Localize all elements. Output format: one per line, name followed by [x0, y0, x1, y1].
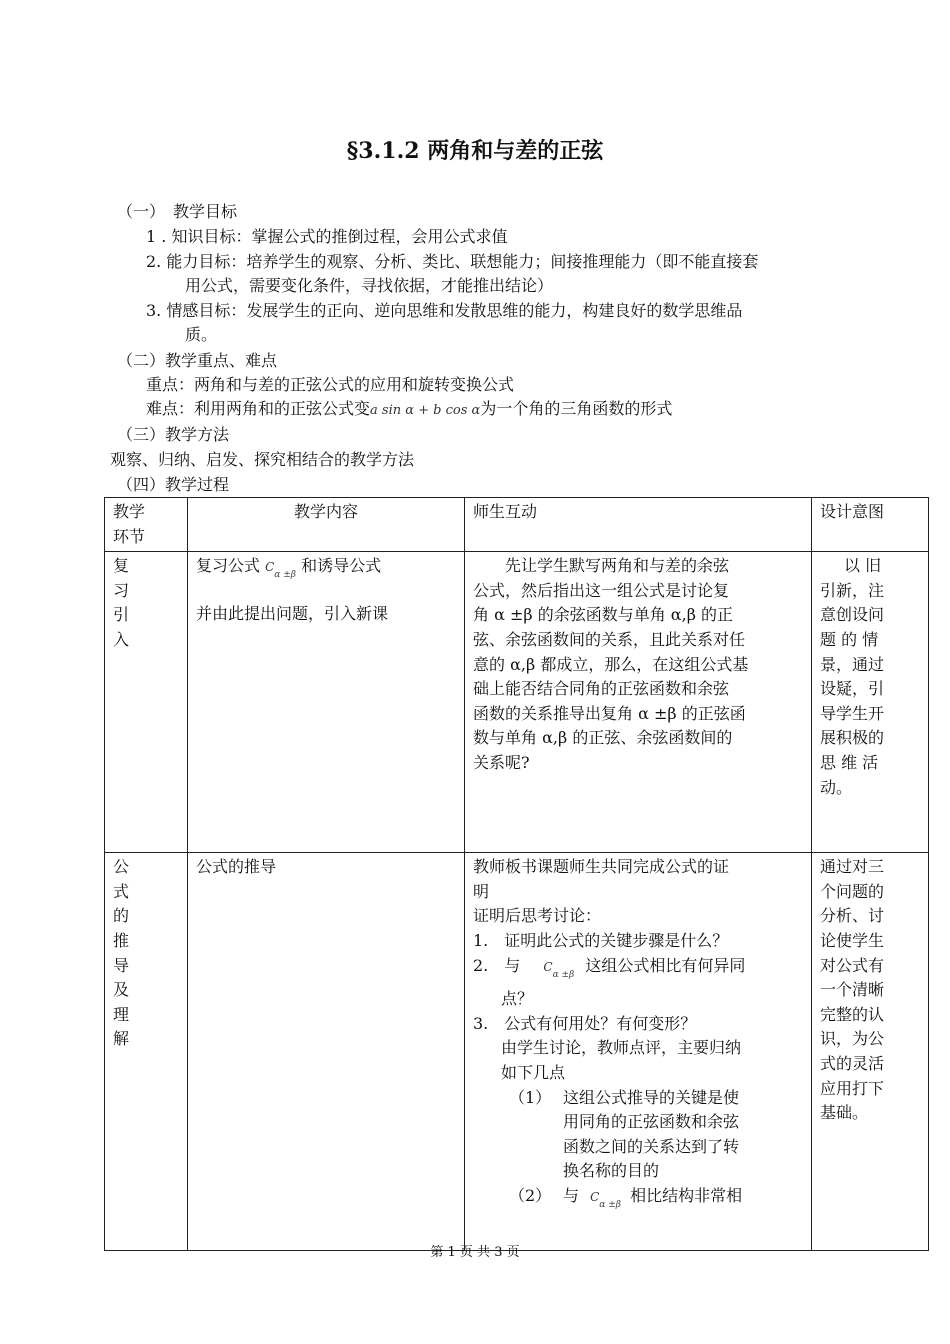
interaction-line: 教师板书课题师生共同完成公式的证 — [473, 857, 730, 877]
intent-line: 通过对三 — [820, 857, 885, 877]
method-text: 观察、归纳、启发、探究相结合的教学方法 — [110, 450, 415, 469]
intent-line: 基础。 — [820, 1103, 869, 1123]
interaction-line: 意的 α,β 都成立，那么，在这组公式基 — [473, 654, 749, 674]
table-row-derivation — [105, 853, 929, 1251]
goal-knowledge: 1 . 知识目标：掌握公式的推倒过程，会用公式求值 — [146, 227, 508, 246]
formula-subscript: α ±β — [274, 570, 296, 581]
intent-line: 思 维 活 — [820, 752, 879, 772]
summary-line: 由学生讨论，教师点评，主要归纳 — [501, 1038, 742, 1058]
formula-subscript: α ±β — [552, 969, 575, 980]
stage-char: 引 — [113, 605, 130, 625]
page-footer: 第 1 页 共 3 页 — [430, 1245, 520, 1260]
intent-line: 以 旧 — [844, 556, 882, 576]
keypoints-heading: （二）教学重点、难点 — [117, 351, 278, 370]
difficulty-text — [146, 397, 672, 423]
difficulty-prefix: 难点：利用两角和的正弦公式变 — [146, 399, 371, 418]
interaction-line: 础上能否结合同角的正弦函数和余弦 — [473, 679, 730, 699]
point-line: 用同角的正弦函数和余弦 — [563, 1112, 740, 1132]
intent-line: 一个清晰 — [820, 980, 885, 1000]
header-stage-line2: 环节 — [113, 526, 146, 546]
interaction-review — [465, 552, 812, 853]
interaction-line: 明 — [473, 881, 490, 901]
content-derivation: 公式的推导 — [188, 853, 465, 1251]
stage-derivation — [105, 853, 188, 1251]
intent-line: 引新，注 — [820, 580, 885, 600]
difficulty-formula: a sin α + b cos α — [370, 403, 481, 418]
goal-ability-line2: 用公式，需要变化条件，寻找依据，才能推出结论） — [185, 276, 554, 295]
point-2-label: （2） — [509, 1185, 552, 1205]
point-2-suffix: 相比结构非常相 — [630, 1185, 743, 1205]
stage-char: 解 — [113, 1029, 130, 1049]
stage-char: 的 — [113, 906, 130, 926]
question-2-suffix: 这组公式相比有何异同 — [585, 955, 746, 975]
process-heading: （四）教学过程 — [117, 475, 230, 494]
formula-subscript: α ±β — [599, 1199, 621, 1210]
point-line: 换名称的目的 — [563, 1161, 660, 1181]
intent-line: 导学生开 — [820, 703, 885, 723]
intent-line: 分析、讨 — [820, 906, 885, 926]
content-review-line2: 并由此提出问题，引入新课 — [196, 603, 389, 623]
intent-line: 完整的认 — [820, 1004, 885, 1024]
formula-symbol: C — [590, 1189, 600, 1204]
method-heading: （三）教学方法 — [117, 425, 230, 444]
stage-char: 习 — [113, 580, 130, 600]
stage-char: 推 — [113, 930, 130, 950]
intent-line: 题 的 情 — [820, 629, 879, 649]
interaction-line: 证明后思考讨论： — [473, 906, 602, 926]
stage-char: 式 — [113, 881, 130, 901]
intent-review — [812, 552, 929, 853]
intent-derivation — [812, 853, 929, 1251]
header-content: 教学内容 — [188, 498, 465, 552]
formula-symbol: C — [543, 959, 553, 974]
intent-line: 应用打下 — [820, 1078, 885, 1098]
content-review-line1 — [196, 554, 456, 588]
intent-line: 意创设问 — [820, 605, 885, 625]
stage-char: 公 — [113, 857, 130, 877]
point-line: 这组公式推导的关键是使 — [563, 1087, 740, 1107]
point-line: 函数之间的关系达到了转 — [563, 1136, 740, 1156]
interaction-derivation — [465, 853, 812, 1251]
intent-line: 设疑，引 — [820, 679, 885, 699]
interaction-line: 数与单角 α,β 的正弦、余弦函数间的 — [473, 728, 733, 748]
intent-line: 论使学生 — [820, 930, 885, 950]
header-stage-line1: 教学 — [113, 502, 146, 521]
summary-line: 如下几点 — [501, 1062, 566, 1082]
point-2-text — [563, 1184, 742, 1218]
stage-char: 导 — [113, 955, 130, 975]
content-review — [188, 552, 465, 853]
interaction-line: 公式，然后指出这一组公式是讨论复 — [473, 580, 730, 600]
intent-line: 对公式有 — [820, 955, 885, 975]
intent-line: 景，通过 — [820, 654, 885, 674]
intent-line: 识，为公 — [820, 1029, 885, 1049]
header-interaction: 师生互动 — [465, 498, 812, 552]
question-2-line2: 点？ — [501, 989, 534, 1009]
goal-emotion-line2: 质。 — [185, 325, 218, 344]
stage-char: 复 — [113, 556, 130, 576]
stage-review — [105, 552, 188, 853]
table-header-row — [105, 498, 929, 552]
goals-heading: （一） 教学目标 — [117, 202, 238, 221]
question-3: 3. 公式有何用处？有何变形？ — [473, 1013, 697, 1033]
focus-text: 重点：两角和与差的正弦公式的应用和旋转变换公式 — [146, 375, 515, 394]
question-2-prefix: 2. 与 — [473, 955, 521, 975]
intent-line: 式的灵活 — [820, 1053, 885, 1073]
content-text: 和诱导公式 — [301, 556, 382, 576]
goal-emotion-line1: 3. 情感目标：发展学生的正向、逆向思维和发散思维的能力，构建良好的数学思维品 — [146, 301, 743, 320]
header-stage — [105, 498, 188, 552]
intent-line: 动。 — [820, 777, 853, 797]
intent-line: 展积极的 — [820, 728, 885, 748]
content-text: 复习公式 — [196, 556, 261, 576]
point-2-prefix: 与 — [563, 1185, 580, 1205]
point-1 — [473, 1086, 803, 1184]
interaction-line: 函数的关系推导出复角 α ±β 的正弦函 — [473, 703, 746, 723]
goal-ability-line1: 2. 能力目标：培养学生的观察、分析、类比、联想能力；间接推理能力（即不能直接套 — [146, 252, 759, 271]
question-1: 1. 证明此公式的关键步骤是什么？ — [473, 930, 729, 950]
difficulty-suffix: 为一个角的三角函数的形式 — [480, 399, 673, 418]
question-2 — [473, 954, 803, 988]
document-title: §3.1.2 两角和与差的正弦 — [346, 138, 604, 164]
stage-char: 理 — [113, 1004, 130, 1024]
stage-char: 入 — [113, 629, 130, 649]
formula-symbol: C — [265, 560, 275, 575]
intent-line: 个问题的 — [820, 881, 885, 901]
header-intent: 设计意图 — [812, 498, 929, 552]
point-1-text — [563, 1086, 739, 1184]
interaction-line: 先让学生默写两角和与差的余弦 — [505, 556, 730, 576]
point-1-label: （1） — [509, 1087, 552, 1107]
interaction-line: 角 α ±β 的余弦函数与单角 α,β 的正 — [473, 605, 734, 625]
interaction-line: 关系呢? — [473, 752, 530, 772]
teaching-process-table — [104, 497, 929, 1251]
interaction-line: 弦、余弦函数间的关系，且此关系对任 — [473, 629, 746, 649]
point-2 — [473, 1184, 803, 1218]
table-row-review — [105, 552, 929, 853]
stage-char: 及 — [113, 980, 130, 1000]
